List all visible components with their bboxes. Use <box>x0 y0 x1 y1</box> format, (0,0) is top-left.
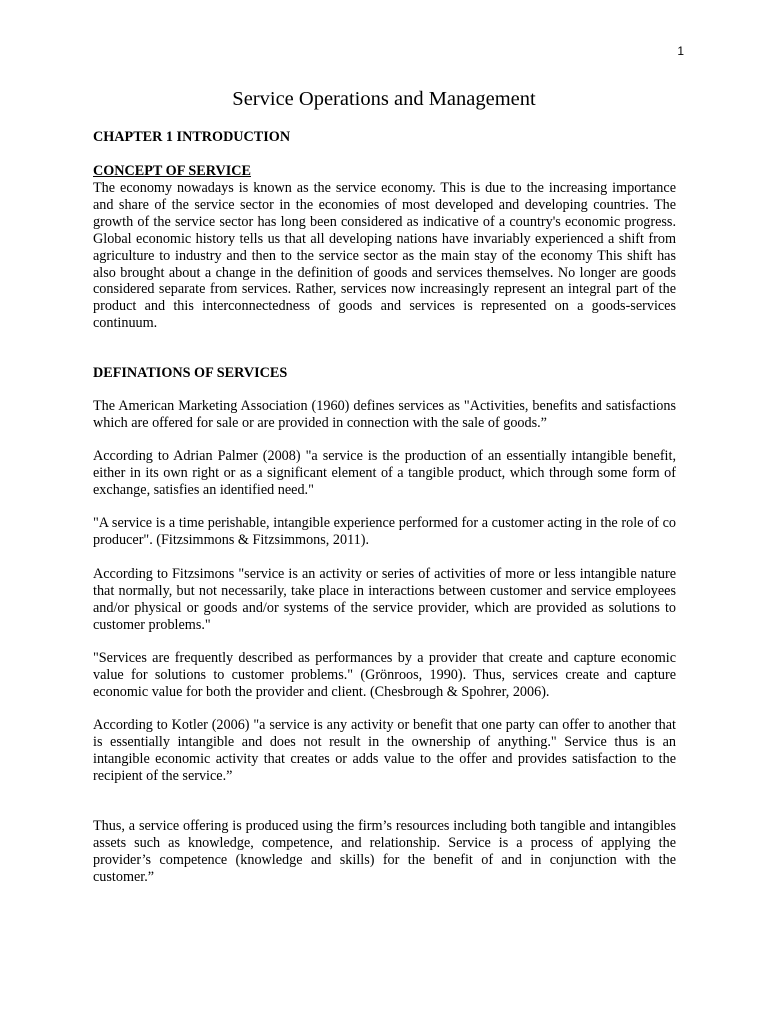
definition-paragraph: According to Fitzsimons "service is an activity or series of activities of more or less intangible nature that normally, but not necessarily, take place in interactions between customer and service employees and/or physical or goods and/or systems of the service provider, which are provided as solutions to customer problems." <box>93 566 676 633</box>
concept-heading: CONCEPT OF SERVICE <box>93 163 251 179</box>
chapter-heading: CHAPTER 1 INTRODUCTION <box>93 129 291 145</box>
definition-paragraph: "Services are frequently described as performances by a provider that create and capture economic value for solutions to customer problems." (Grönroos, 1990). Thus, services create and capture economic value for both the provider and client. (Chesbrough & Spohrer, 2006). <box>93 650 676 700</box>
concept-paragraph: The economy nowadays is known as the service economy. This is due to the increasing importance and share of the service sector in the economies of most developed and developing countries. The growth of the service sector has long been considered as indicative of a country's economic progress. Global economic history tells us that all developing nations have invariably experienced a shift from agriculture to industry and then to the service sector as the main stay of the economy This shift has also brought about a change in the definition of goods and services themselves. No longer are goods considered separate from services. Rather, services now increasingly represent an integral part of the product and this interconnectedness of goods and services is represented on a goods-services continuum. <box>93 180 676 332</box>
document-title: Service Operations and Management <box>232 88 536 110</box>
page-number: 1 <box>677 44 684 58</box>
definition-paragraph: The American Marketing Association (1960) defines services as "Activities, benefits and satisfactions which are offered for sale or are provided in connection with the sale of goods.” <box>93 398 676 431</box>
definition-paragraph: "A service is a time perishable, intangible experience performed for a customer acting in the role of co producer". (Fitzsimmons & Fitzsimmons, 2011). <box>93 515 676 548</box>
definitions-heading: DEFINATIONS OF SERVICES <box>93 365 288 381</box>
definition-paragraph: According to Adrian Palmer (2008) "a service is the production of an essentially intangible benefit, either in its own right or as a significant element of a tangible product, which through some form of exchange, satisfies an identified need." <box>93 448 676 498</box>
conclusion-paragraph: Thus, a service offering is produced using the firm’s resources including both tangible and intangibles assets such as knowledge, competence, and relationship. Service is a process of applying the provider’s competence (knowledge and skills) for the benefit of and in conjunction with the customer.” <box>93 818 676 885</box>
definition-paragraph: According to Kotler (2006) "a service is any activity or benefit that one party can offer to another that is essentially intangible and does not result in the ownership of anything." Service thus is an intangible economic activity that creates or adds value to the offer and provides satisfaction to the recipient of the service.” <box>93 717 676 784</box>
